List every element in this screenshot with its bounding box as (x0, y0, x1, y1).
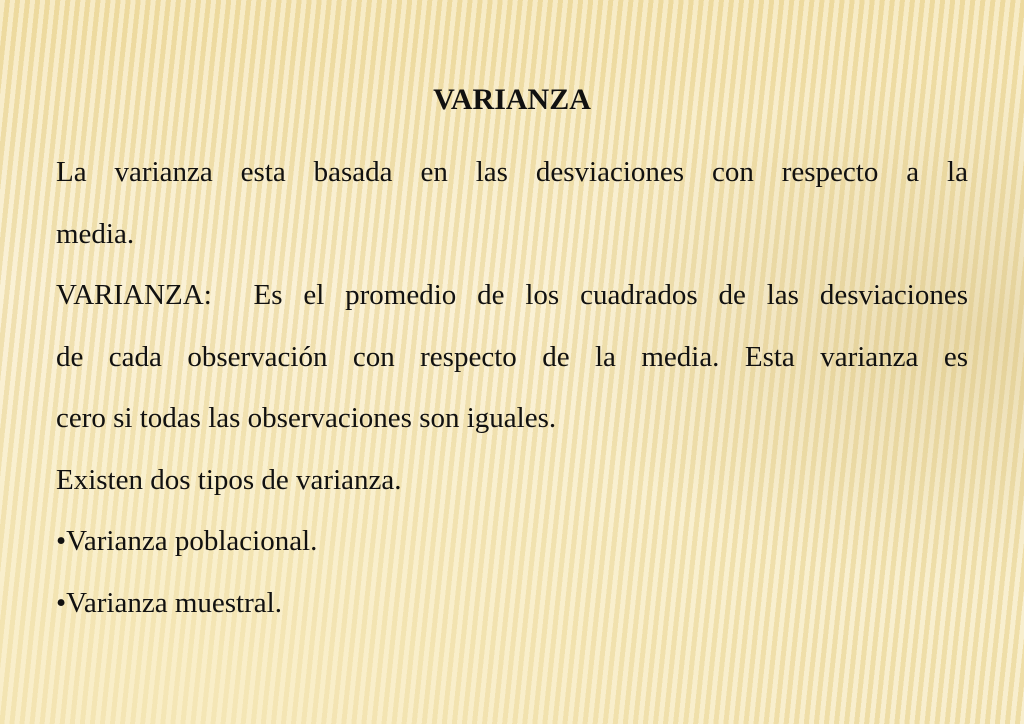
definition-text-line-3: cero si todas las observaciones son iguales. (56, 402, 557, 434)
definition-text-line-1: VARIANZA: Es el promedio de los cuadrados de las desviaciones (56, 279, 968, 311)
intro-text-line-2: media. (56, 217, 135, 250)
intro-text-line-1: La varianza esta basada en las desviaciones con respecto a la (56, 156, 968, 188)
slide-content (56, 80, 968, 640)
bullet-item-poblacional: •Varianza poblacional. (56, 525, 318, 557)
slide-title: VARIANZA (433, 83, 591, 116)
bullet-item-muestral: •Varianza muestral. (56, 586, 282, 619)
types-intro-text: Existen dos tipos de varianza. (56, 463, 402, 496)
definition-text-line-2: de cada observación con respecto de la media. Esta varianza es (56, 340, 968, 373)
